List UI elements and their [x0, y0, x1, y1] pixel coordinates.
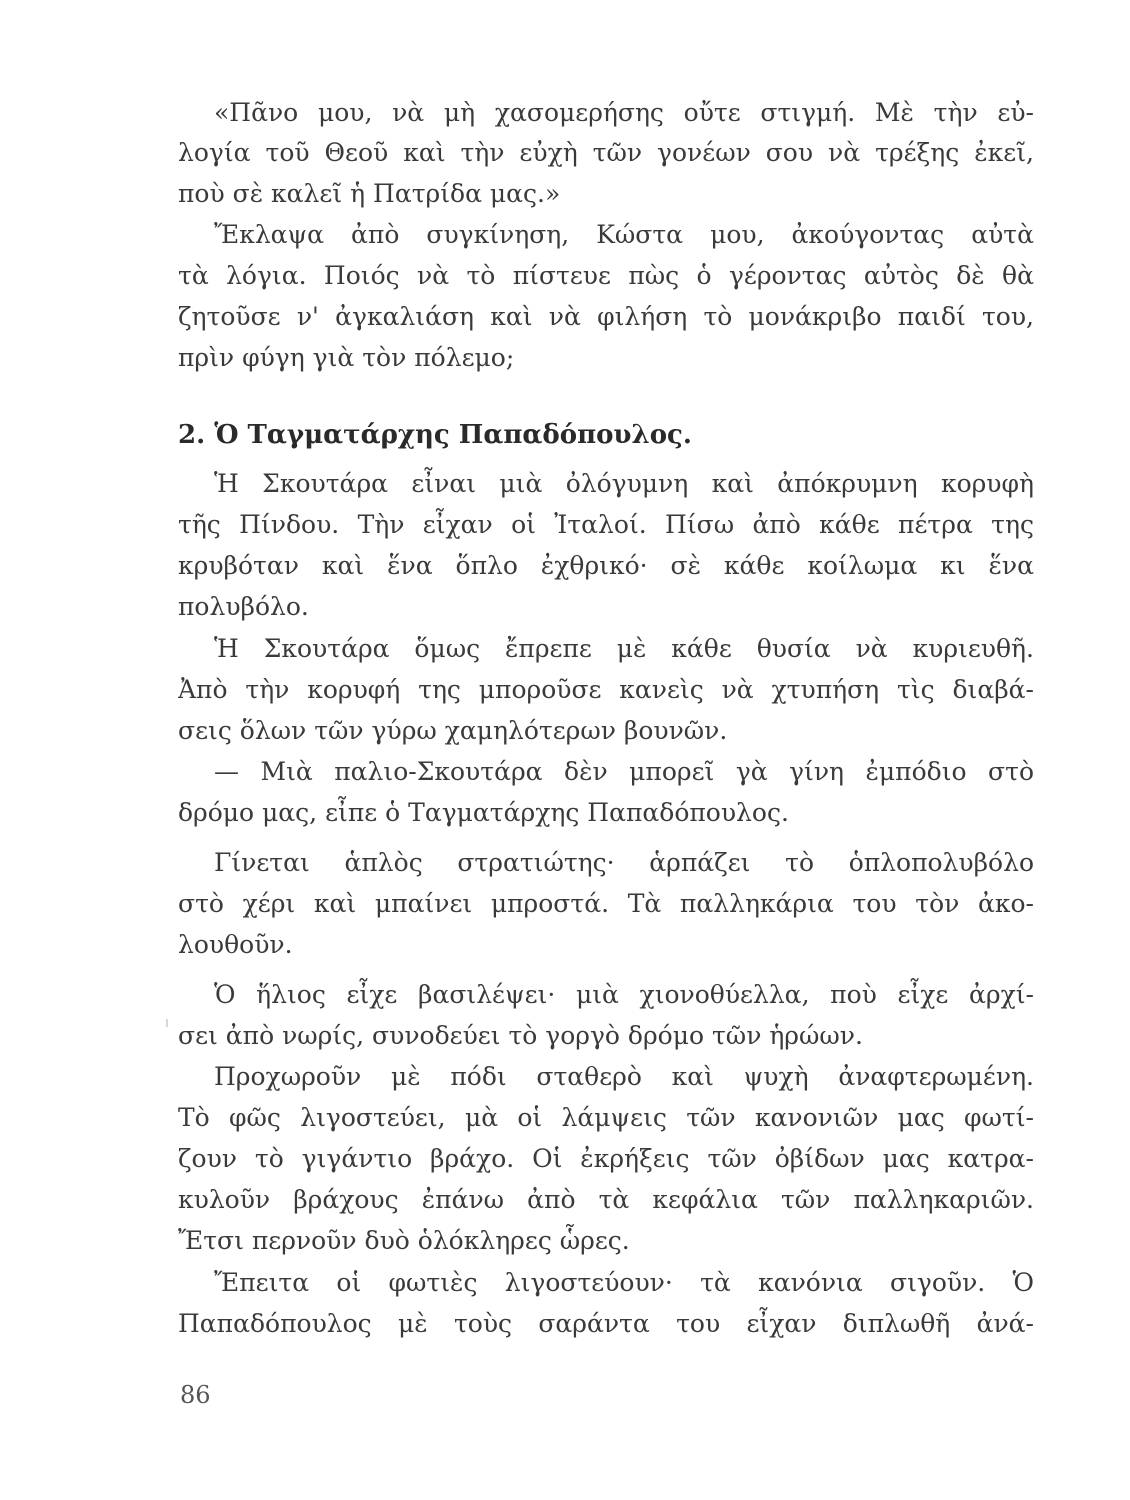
page-number: 86 [180, 1381, 211, 1409]
text-line: ζουν τὸ γιγάντιο βράχο. Οἱ ἐκρήξεις τῶν ὀβίδων μας κατρα- [178, 1144, 1034, 1173]
text-line: — Μιὰ παλιο-Σκουτάρα δὲν μπορεῖ γὰ γίνη ἐμπόδιο στὸ [214, 757, 1034, 786]
text-line: σεις ὅλων τῶν γύρω χαμηλότερων βουνῶν. [178, 716, 728, 745]
text-line: τῆς Πίνδου. Τὴν εἶχαν οἱ Ἰταλοί. Πίσω ἀπὸ κάθε πέτρα της [178, 510, 1034, 539]
text-line: Ἡ Σκουτάρα εἶναι μιὰ ὀλόγυμνη καὶ ἀπόκρυμνη κορυφὴ [214, 469, 1034, 498]
text-line: κυλοῦν βράχους ἐπάνω ἀπὸ τὰ κεφάλια τῶν παλληκαριῶν. [178, 1185, 1034, 1214]
section-heading: 2. Ὁ Ταγματάρχης Παπαδόπουλος. [178, 420, 692, 450]
text-line: κρυβόταν καὶ ἕνα ὅπλο ἐχθρικό· σὲ κάθε κοίλωμα κι ἕνα [178, 551, 1034, 580]
text-line: Γίνεται ἁπλὸς στρατιώτης· ἁρπάζει τὸ ὁπλοπολυβόλο [214, 848, 1034, 877]
text-line: «Πᾶνο μου, νὰ μὴ χασομερήσης οὔτε στιγμή. Μὲ τὴν εὐ- [214, 98, 1034, 127]
text-line: στὸ χέρι καὶ μπαίνει μπροστά. Τὰ παλληκάρια του τὸν ἀκο- [178, 889, 1034, 918]
text-line: τὰ λόγια. Ποιός νὰ τὸ πίστευε πὼς ὁ γέροντας αὐτὸς δὲ θὰ [178, 261, 1034, 290]
text-line: πρὶν φύγη γιὰ τὸν πόλεμο; [178, 343, 515, 372]
text-line: σει ἀπὸ νωρίς, συνοδεύει τὸ γοργὸ δρόμο τῶν ἡρώων. [178, 1021, 863, 1050]
text-line: δρόμο μας, εἶπε ὁ Ταγματάρχης Παπαδόπουλος. [178, 798, 789, 827]
text-line: Παπαδόπουλος μὲ τοὺς σαράντα του εἶχαν διπλωθῆ ἀνά- [178, 1309, 1034, 1338]
text-line: Ὁ ἥλιος εἶχε βασιλέψει· μιὰ χιονοθύελλα, ποὺ εἶχε ἀρχί- [214, 980, 1034, 1009]
text-line: Προχωροῦν μὲ πόδι σταθερὸ καὶ ψυχὴ ἀναφτερωμένη. [214, 1062, 1034, 1091]
text-line: Ἔτσι περνοῦν δυὸ ὁλόκληρες ὧρες. [178, 1226, 630, 1255]
text-line: πολυβόλο. [178, 592, 309, 621]
text-line: λογία τοῦ Θεοῦ καὶ τὴν εὐχὴ τῶν γονέων σου νὰ τρέξης ἐκεῖ, [178, 138, 1034, 167]
text-line: Ἔπειτα οἱ φωτιὲς λιγοστεύουν· τὰ κανόνια σιγοῦν. Ὁ [214, 1268, 1034, 1297]
text-line: ποὺ σὲ καλεῖ ἡ Πατρίδα μας.» [178, 179, 561, 208]
text-line: Ἀπὸ τὴν κορυφή της μποροῦσε κανεὶς νὰ χτυπήση τὶς διαβά- [178, 675, 1034, 704]
text-line: λουθοῦν. [178, 930, 293, 959]
text-line: Ἔκλαψα ἀπὸ συγκίνηση, Κώστα μου, ἀκούγοντας αὐτὰ [214, 220, 1034, 249]
text-line: ζητοῦσε ν' ἀγκαλιάση καὶ νὰ φιλήση τὸ μονάκριβο παιδί του, [178, 302, 1034, 331]
text-line: Ἡ Σκουτάρα ὅμως ἔπρεπε μὲ κάθε θυσία νὰ κυριευθῆ. [214, 634, 1034, 663]
text-line: Τὸ φῶς λιγοστεύει, μὰ οἱ λάμψεις τῶν κανονιῶν μας φωτί- [178, 1103, 1034, 1132]
scan-speck [166, 1019, 168, 1027]
